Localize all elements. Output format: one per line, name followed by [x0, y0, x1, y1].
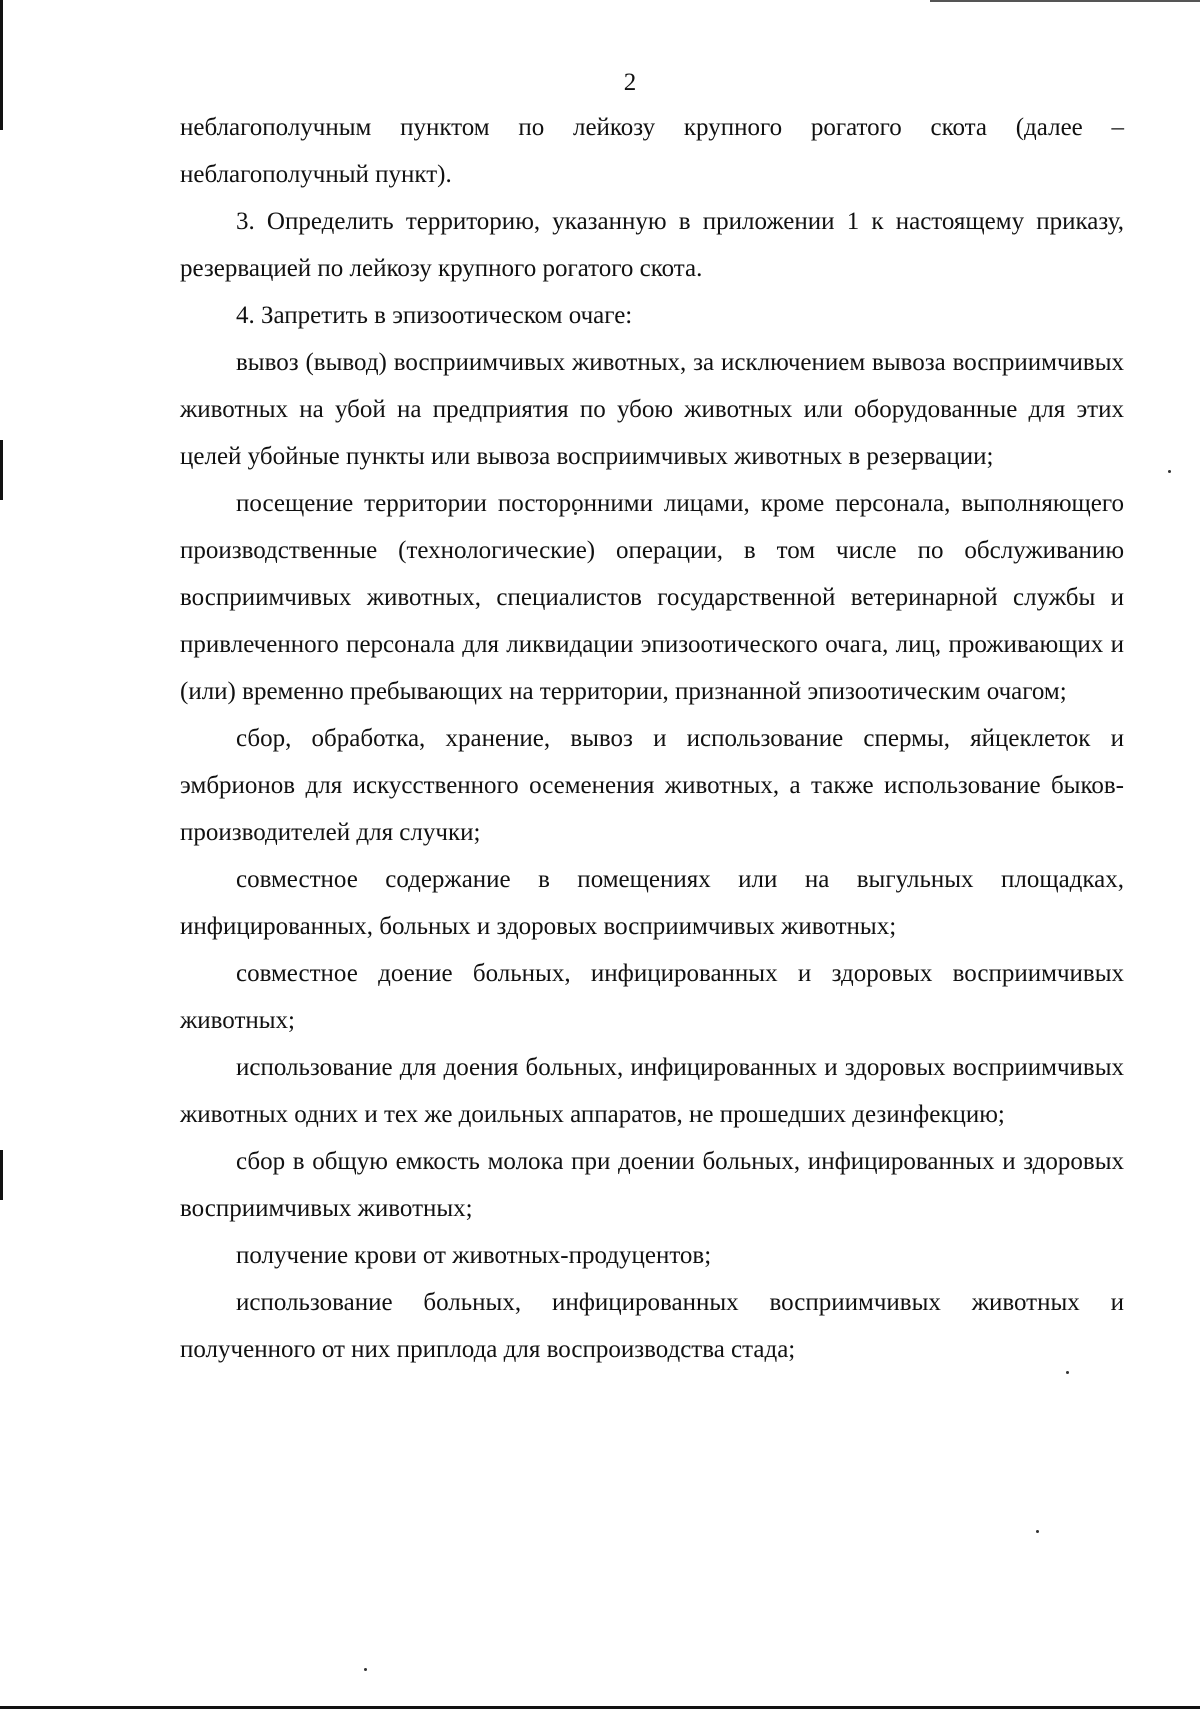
paragraph: 4. Запретить в эпизоотическом очаге: [236, 302, 633, 329]
paragraph: вывоз (вывод) восприимчивых животных, за исключением вывоза восприимчивых животных на убой на предприятия по убою животных или оборудованные для этих целей убойные пункты или вывоза восприимчивых животных в резервации; [180, 349, 1124, 470]
document-body [180, 104, 1124, 1373]
scan-speck [1036, 1530, 1039, 1533]
paragraph: посещение территории посторонними лицами, кроме персонала, выполняющего производственные (технологические) операции, в том числе по обслуживанию восприимчивых животных, специалистов государственной ветеринарной службы и привлеченного персонала для ликвидации эпизоотического очага, лиц, проживающих и (или) временно пребывающих на территории, признанной эпизоотическим очагом; [180, 490, 1124, 705]
scan-speck [364, 1668, 367, 1671]
paragraph: получение крови от животных-продуцентов; [236, 1242, 712, 1269]
paragraph: совместное доение больных, инфицированных и здоровых восприимчивых животных; [180, 960, 1124, 1034]
paragraph: сбор в общую емкость молока при доении больных, инфицированных и здоровых восприимчивых животных; [180, 1148, 1124, 1222]
paragraph: 3. Определить территорию, указанную в приложении 1 к настоящему приказу, резервацией по лейкозу крупного рогатого скота. [180, 208, 1124, 282]
paragraph: сбор, обработка, хранение, вывоз и использование спермы, яйцеклеток и эмбрионов для искусственного осеменения животных, а также использование быков-производителей для случки; [180, 725, 1124, 846]
scan-edge-mark-left-lower [0, 1150, 3, 1200]
paragraph: совместное содержание в помещениях или на выгульных площадках, инфицированных, больных и здоровых восприимчивых животных; [180, 866, 1124, 940]
scan-edge-mark-left-middle [0, 440, 3, 500]
scan-edge-mark-top-right [930, 0, 1200, 2]
page-number: 2 [623, 69, 637, 96]
paragraph: использование для доения больных, инфицированных и здоровых восприимчивых животных одних и тех же доильных аппаратов, не прошедших дезинфекцию; [180, 1054, 1124, 1128]
paragraph: использование больных, инфицированных восприимчивых животных и полученного от них приплода для воспроизводства стада; [180, 1289, 1124, 1363]
paragraph: неблагополучным пунктом по лейкозу крупного рогатого скота (далее – неблагополучный пункт). [180, 114, 1124, 188]
scan-edge-mark-left-top [0, 0, 3, 130]
scan-speck [1168, 470, 1171, 473]
scan-edge-mark-bottom [0, 1706, 1200, 1709]
